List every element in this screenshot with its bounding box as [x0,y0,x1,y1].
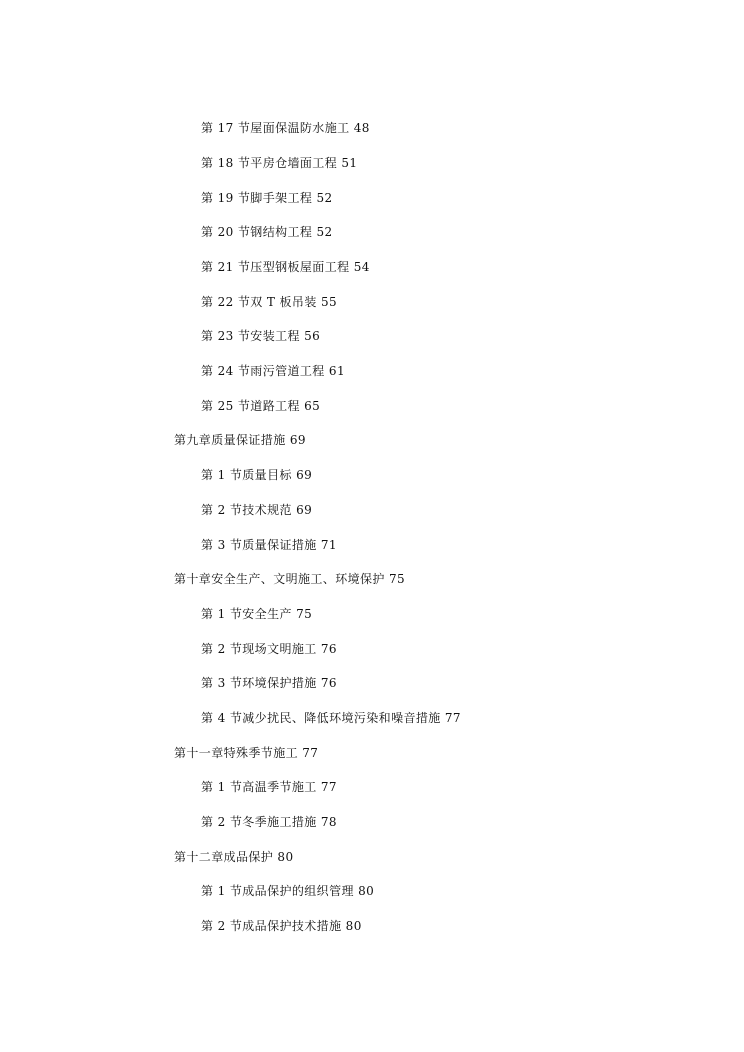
toc-entry-chapter[interactable]: 第十一章特殊季节施工 77 [174,746,319,760]
toc-entry-section[interactable]: 第 17 节屋面保温防水施工 48 [201,121,370,135]
toc-entry-section[interactable]: 第 23 节安装工程 56 [201,329,321,343]
toc-entry-section[interactable]: 第 21 节压型钢板屋面工程 54 [201,260,370,274]
toc-entry-chapter[interactable]: 第九章质量保证措施 69 [174,433,306,447]
toc-entry-section[interactable]: 第 24 节雨污管道工程 61 [201,364,345,378]
toc-entry-section[interactable]: 第 2 节冬季施工措施 78 [201,815,337,829]
toc-entry-section[interactable]: 第 2 节现场文明施工 76 [201,642,337,656]
toc-entry-section[interactable]: 第 18 节平房仓墙面工程 51 [201,156,358,170]
toc-entry-section[interactable]: 第 2 节技术规范 69 [201,503,313,517]
toc-entry-section[interactable]: 第 1 节安全生产 75 [201,607,313,621]
toc-entry-chapter[interactable]: 第十章安全生产、文明施工、环境保护 75 [174,572,406,586]
toc-entry-section[interactable]: 第 1 节成品保护的组织管理 80 [201,884,375,898]
toc-entry-section[interactable]: 第 20 节钢结构工程 52 [201,225,333,239]
toc-entry-section[interactable]: 第 2 节成品保护技术措施 80 [201,919,362,933]
toc-entry-section[interactable]: 第 4 节减少扰民、降低环境污染和噪音措施 77 [201,711,461,725]
toc-entry-section[interactable]: 第 19 节脚手架工程 52 [201,191,333,205]
toc-entry-section[interactable]: 第 3 节质量保证措施 71 [201,538,337,552]
toc-entry-section[interactable]: 第 22 节双 T 板吊装 55 [201,295,338,309]
toc-entry-section[interactable]: 第 25 节道路工程 65 [201,399,321,413]
toc-entry-section[interactable]: 第 1 节质量目标 69 [201,468,313,482]
toc-entry-section[interactable]: 第 1 节高温季节施工 77 [201,780,337,794]
toc-entry-section[interactable]: 第 3 节环境保护措施 76 [201,676,337,690]
toc-entry-chapter[interactable]: 第十二章成品保护 80 [174,850,294,864]
